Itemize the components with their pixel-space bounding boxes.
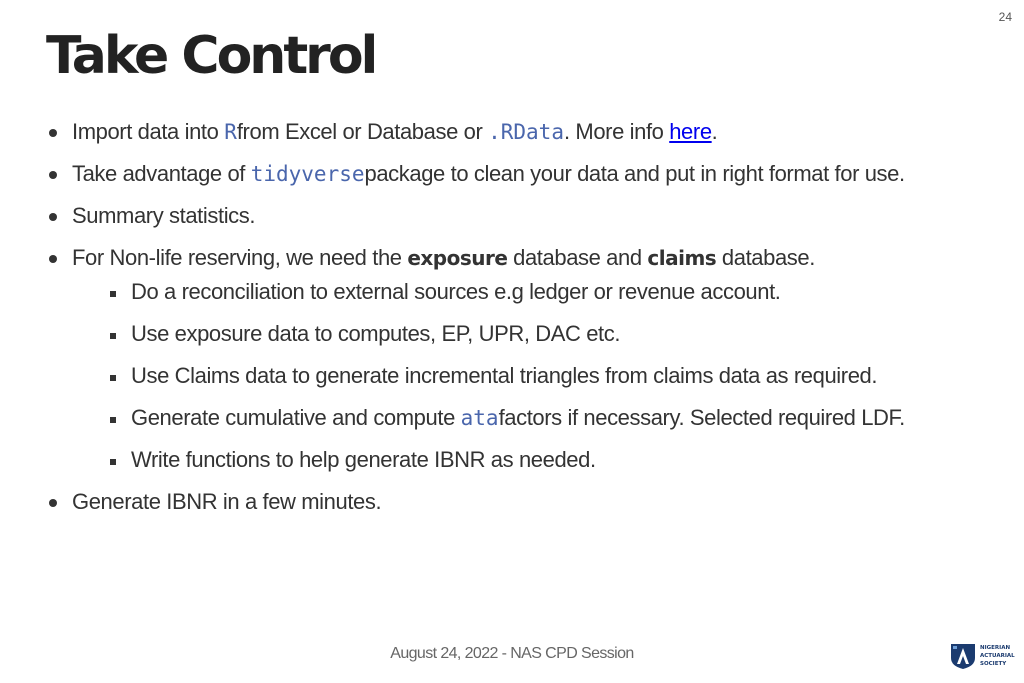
sub-bullet-text: Do a reconciliation to external sources e.g ledger or revenue account. — [131, 279, 781, 304]
bullet-tidyverse — [48, 158, 968, 190]
bullet-list — [48, 116, 968, 528]
sub-bullet-text: Use exposure data to computes, EP, UPR, DAC etc. — [131, 321, 621, 346]
bullet-text: Generate IBNR in a few minutes. — [72, 489, 382, 514]
bullet-text: database and — [507, 245, 648, 270]
nas-logo — [950, 640, 1016, 672]
code-ata: ata — [460, 406, 499, 430]
logo-line-1: NIGERIAN — [980, 645, 1011, 651]
sub-bullet-text: Generate cumulative and compute — [131, 405, 461, 430]
bullet-text: database. — [716, 245, 815, 270]
sub-bullet-list — [72, 276, 968, 476]
sub-bullet-reconciliation — [72, 276, 968, 308]
bullet-text: from Excel or Database or — [236, 119, 489, 144]
bullet-import-data — [48, 116, 968, 148]
logo-line-2: ACTUARIAL — [980, 653, 1015, 659]
bullet-non-life-reserving — [48, 242, 968, 476]
sub-bullet-exposure — [72, 318, 968, 350]
code-r: R — [224, 120, 237, 144]
bullet-text: package to clean your data and put in right format for use. — [364, 161, 905, 186]
nas-logo-icon — [950, 642, 976, 670]
slide-number: 24 — [998, 10, 1012, 24]
sub-bullet-triangles — [72, 360, 968, 392]
sub-bullet-text: Use Claims data to generate incremental triangles from claims data as required. — [131, 363, 878, 388]
nas-logo-text — [980, 644, 1015, 668]
slide-title: Take Control — [46, 26, 376, 86]
more-info-link[interactable]: here — [669, 119, 712, 144]
sub-bullet-ata-factors — [72, 402, 968, 434]
sub-bullet-text: Write functions to help generate IBNR as needed. — [131, 447, 596, 472]
code-tidyverse: tidyverse — [250, 162, 365, 186]
bullet-text: Summary statistics. — [72, 203, 256, 228]
bullet-text: For Non-life reserving, we need the — [72, 245, 408, 270]
bold-claims: claims — [647, 246, 717, 270]
bold-exposure: exposure — [407, 246, 508, 270]
bullet-summary-statistics — [48, 200, 968, 232]
bullet-text: . — [711, 119, 718, 144]
bullet-text: . More info — [563, 119, 670, 144]
code-rdata: .RData — [488, 120, 564, 144]
bullet-generate-ibnr — [48, 486, 968, 518]
logo-line-3: SOCIETY — [980, 661, 1007, 667]
sub-bullet-text: factors if necessary. Selected required LDF. — [498, 405, 905, 430]
bullet-text: Import data into — [72, 119, 225, 144]
sub-bullet-functions — [72, 444, 968, 476]
footer: August 24, 2022 - NAS CPD Session — [390, 645, 634, 662]
bullet-text: Take advantage of — [72, 161, 251, 186]
